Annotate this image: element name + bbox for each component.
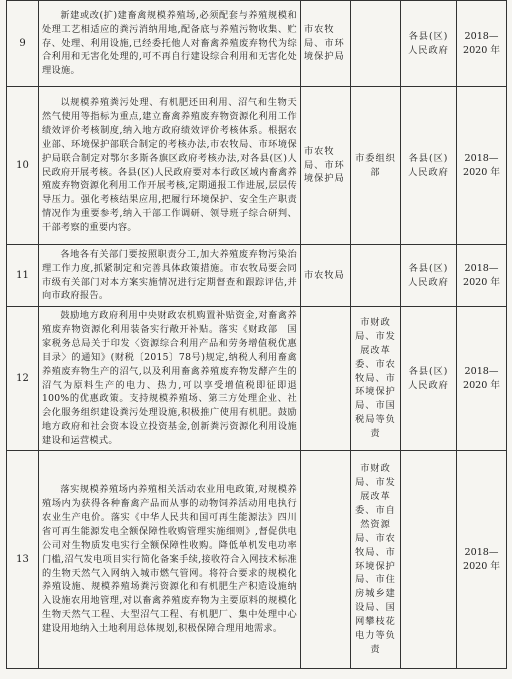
implementing-unit-text: 各县(区)人民政府 (408, 365, 449, 391)
measures-table (6, 0, 507, 669)
cooperating-department: 市委组织部 (351, 87, 401, 245)
implementing-unit-text: 各县(区)人民政府 (408, 30, 449, 56)
time-limit: 2018— 2020 年 (457, 1, 507, 87)
implementing-unit (401, 1, 457, 87)
implementing-unit (401, 451, 457, 669)
task-content: 各地各有关部门要按照职责分工,加大养殖废弃物污染治理工作力度,抓紧制定和完善具体政策措施。市农牧局要会同市级有关部门对本方案实施情况进行定期督查和跟踪评估,并向市政府报告。 (39, 245, 301, 307)
cooperating-department: 市财政局、市发展改革委、市农牧局、市环境保护局、市国税局等负责 (351, 307, 401, 451)
lead-department: 市农牧局 (301, 245, 351, 307)
task-content: 鼓励地方政府利用中央财政农机购置补贴资金,对畜禽养殖废弃物资源化利用装备实行敞开补贴。落实《财政部 国家税务总局关于印发〈资源综合利用产品和劳务增值税优惠目录〉的通知》(财税〔2015〕78号)规定,纳税人利用畜禽养殖废弃物生产的沼气,以及利用畜禽养殖废弃物发酵产生的沼气为原料生产的电力、热力,可以享受增值税即征即退100%的优惠政策。支持规模养殖场、第三方处理企业、社会化服务组织建设粪污处理设施,积极推广使用有机肥。鼓励地方政府和社会资本设立投资基金,创新粪污资源化利用设施建设和运营模式。 (39, 307, 301, 451)
time-limit: 2018— 2020 年 (457, 307, 507, 451)
cooperating-department: 市财政局、市发展改革委、市自然资源局、市农牧局、市环境保护局、市住房城乡建设局、国网攀枝花电力等负责 (351, 451, 401, 669)
implementing-unit (401, 87, 457, 245)
row-number: 12 (7, 307, 39, 451)
lead-department: 市农牧局、市环境保护局 (301, 1, 351, 87)
time-limit: 2018— 2020 年 (457, 87, 507, 245)
table-row (7, 1, 507, 87)
time-limit: 2018— 2020 年 (457, 451, 507, 669)
task-content: 新建或改(扩)建畜禽规模养殖场,必须配套与养殖规模和处理工艺相适应的粪污消纳用地,配备底与养殖污物收集、贮存、处理、利用设施,已经委托他人对畜禽养殖废弃物代为综合利用和无害化处理的,可不再自行建设综合利用和无害化处理设施。 (39, 1, 301, 87)
implementing-unit-text: 各县(区)人民政府 (408, 152, 449, 178)
table-row (7, 307, 507, 451)
table-row (7, 87, 507, 245)
row-number: 9 (7, 1, 39, 87)
row-number: 10 (7, 87, 39, 245)
table-row (7, 245, 507, 307)
cooperating-department (351, 245, 401, 307)
implementing-unit-text: 各县(区)人民政府 (408, 262, 449, 288)
row-number: 11 (7, 245, 39, 307)
implementing-unit (401, 245, 457, 307)
time-limit: 2018— 2020 年 (457, 245, 507, 307)
lead-department (301, 307, 351, 451)
lead-department (301, 451, 351, 669)
table-row (7, 451, 507, 669)
task-content: 以规模养殖粪污处理、有机肥还田利用、沼气和生物天然气使用等指标为重点,建立畜禽养殖废弃物资源化利用工作绩效评价考核制度,纳入地方政府绩效评价考核体系。根据农业部、环境保护部联合制定的考核办法,市农牧局、市环境保护局联合制定对鄂尔多斯各旗区政府考核办法,对各县(区)人民政府开展考核。各县(区)人民政府要对本行政区域内畜禽养殖废弃物资源化利用工作开展考核,定期通报工作进展,层层传导压力。强化考核结果应用,把履行环境保护、安全生产职责情况作为重要参考,纳入干部工作调研、领导班子综合研判、干部考察的重要内容。 (39, 87, 301, 245)
cooperating-department (351, 1, 401, 87)
implementing-unit (401, 307, 457, 451)
lead-department: 市农牧局、市环境保护局 (301, 87, 351, 245)
row-number: 13 (7, 451, 39, 669)
task-content: 落实规模养殖场内养殖相关活动农业用电政策,对规模养殖场内为获得各种畜禽产品而从事的动物饲养活动用电执行农业生产电价。落实《中华人民共和国可再生能源法》四川省可再生能源发电全额保障性收购管理实施细则》,督促供电公司对生物质发电实行全额保障性收购。降低单机发电功率门槛,沼气发电项目实行简化备案手续,接收符合入网技术标准的生物天然气入网纳入城市燃气管网。将符合要求的规模化养殖设施、规模养殖场粪污资源化和有机肥生产积造设施纳入设施农用地管理,对以畜禽养殖废弃物为主要原料的规模化生物天然气工程、大型沼气工程、有机肥厂、集中处理中心建设用地纳入土地利用总体规划,积极保障合理用地需求。 (39, 451, 301, 669)
